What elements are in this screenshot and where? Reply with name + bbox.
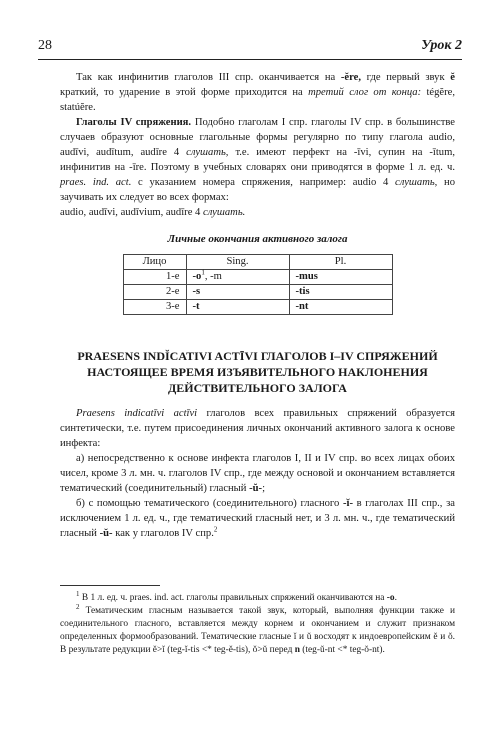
table-header-person: Лицо [123, 255, 186, 270]
paragraph-infinitive-stress: Так как инфинитив глаголов III спр. оканчивается на -ĕre, где первый звук ĕ краткий, то ударение в этой форме приходится на третий слог от конца: tégĕre, statúĕre. [60, 72, 455, 113]
table-cell-person: 2-е [123, 285, 186, 300]
endings-table-title: Личные окончания активного залога [167, 233, 348, 245]
section-heading-line: ДЕЙСТВИТЕЛЬНОГО ЗАЛОГА [168, 381, 347, 395]
endings-table [123, 254, 393, 315]
footnotes [60, 589, 455, 657]
section-heading-line: НАСТОЯЩЕЕ ВРЕМЯ ИЗЪЯВИТЕЛЬНОГО НАКЛОНЕНИЯ [87, 365, 428, 379]
table-header-row [123, 255, 392, 270]
table-row [123, 300, 392, 315]
table-cell-plural: -tis [289, 285, 392, 300]
section-heading-line: PRAESENS INDĬCATIVI ACTĪVI ГЛАГОЛОВ I–IV СПРЯЖЕНИЙ [77, 349, 438, 363]
table-header-singular: Sing. [186, 255, 289, 270]
table-cell-singular: -t [186, 300, 289, 315]
table-cell-singular: $-o^1$, -m [186, 270, 289, 285]
table-row [123, 285, 392, 300]
table-cell-person: 3-е [123, 300, 186, 315]
table-cell-plural: -nt [289, 300, 392, 315]
page-number: 28 [38, 38, 52, 53]
table-row [123, 270, 392, 285]
table-cell-person: 1-е [123, 270, 186, 285]
footnote-2: $^2$ Тематическим гласным называется такой звук, который, выполняя функции также и соединительного гласного, вставляется между корнем и окончанием и служит признаком определенных формообразований. Тематические гласные ĭ и ŭ восходят к индоевропейским ĕ и ŏ. В результате редукции ĕ>ĭ (teg-ĭ-tis <* teg-ĕ-tis), ŏ>ŭ перед n (teg-ŭ-nt <* teg-ŏ-nt). [60, 602, 455, 655]
paragraph-example-forms: audio, audīvi, audīvium, audīre 4 слушать. [60, 207, 246, 218]
header-rule [38, 59, 462, 60]
section-heading [60, 348, 455, 396]
paragraph-point-b: б) с помощью тематического (соединительного) гласного -ĭ- в глаголах III спр., за исключением 1 л. ед. ч., где тематический гласный нет, и 3 л. мн. ч., где тематический гласный -ŭ- как у глаголов IV спр.$^2$ [60, 498, 455, 539]
table-cell-plural: -mus [289, 270, 392, 285]
paragraph-fourth-conjugation: Глаголы IV спряжения. Подобно глаголам I спр. глаголы IV спр. в большинстве случаев образуют основные глагольные формы регулярно по типу глагола audio, audīvi, audītum, audīre 4 слушать, т.е. имеют перфект на -īvi, супин на -ītum, инфинитив на -īre. Поэтому в учебных словарях они приводятся в форме 1 л. ед. ч. praes. ind. act. с указанием номера спряжения, например: audio 4 слушать, но заучивать их следует во всех формах: [60, 117, 455, 203]
table-header-plural: Pl. [289, 255, 392, 270]
paragraph-point-a: а) непосредственно к основе инфекта глаголов I, II и IV спр. во всех лицах обоих чисел, кроме 3 л. мн. ч. глаголов IV спр., где между основой и окончанием вставляется тематический (соединительный) гласный -ŭ-; [60, 453, 455, 494]
running-header [38, 38, 462, 60]
footnote-1: $^1$ В 1 л. ед. ч. praes. ind. act. глаголы правильных спряжений оканчиваются на -o. [76, 589, 397, 603]
paragraph-praesens-formation: Praesens indicatīvi actīvi глаголов всех правильных спряжений образуется синтетически, т.е. путем присоединения личных окончаний активного залога к основе инфекта: [60, 408, 455, 449]
table-cell-singular: -s [186, 285, 289, 300]
main-text-lower [60, 406, 455, 541]
lesson-title: Урок 2 [421, 38, 462, 53]
footnote-rule [60, 585, 160, 586]
main-text-upper [60, 70, 455, 315]
